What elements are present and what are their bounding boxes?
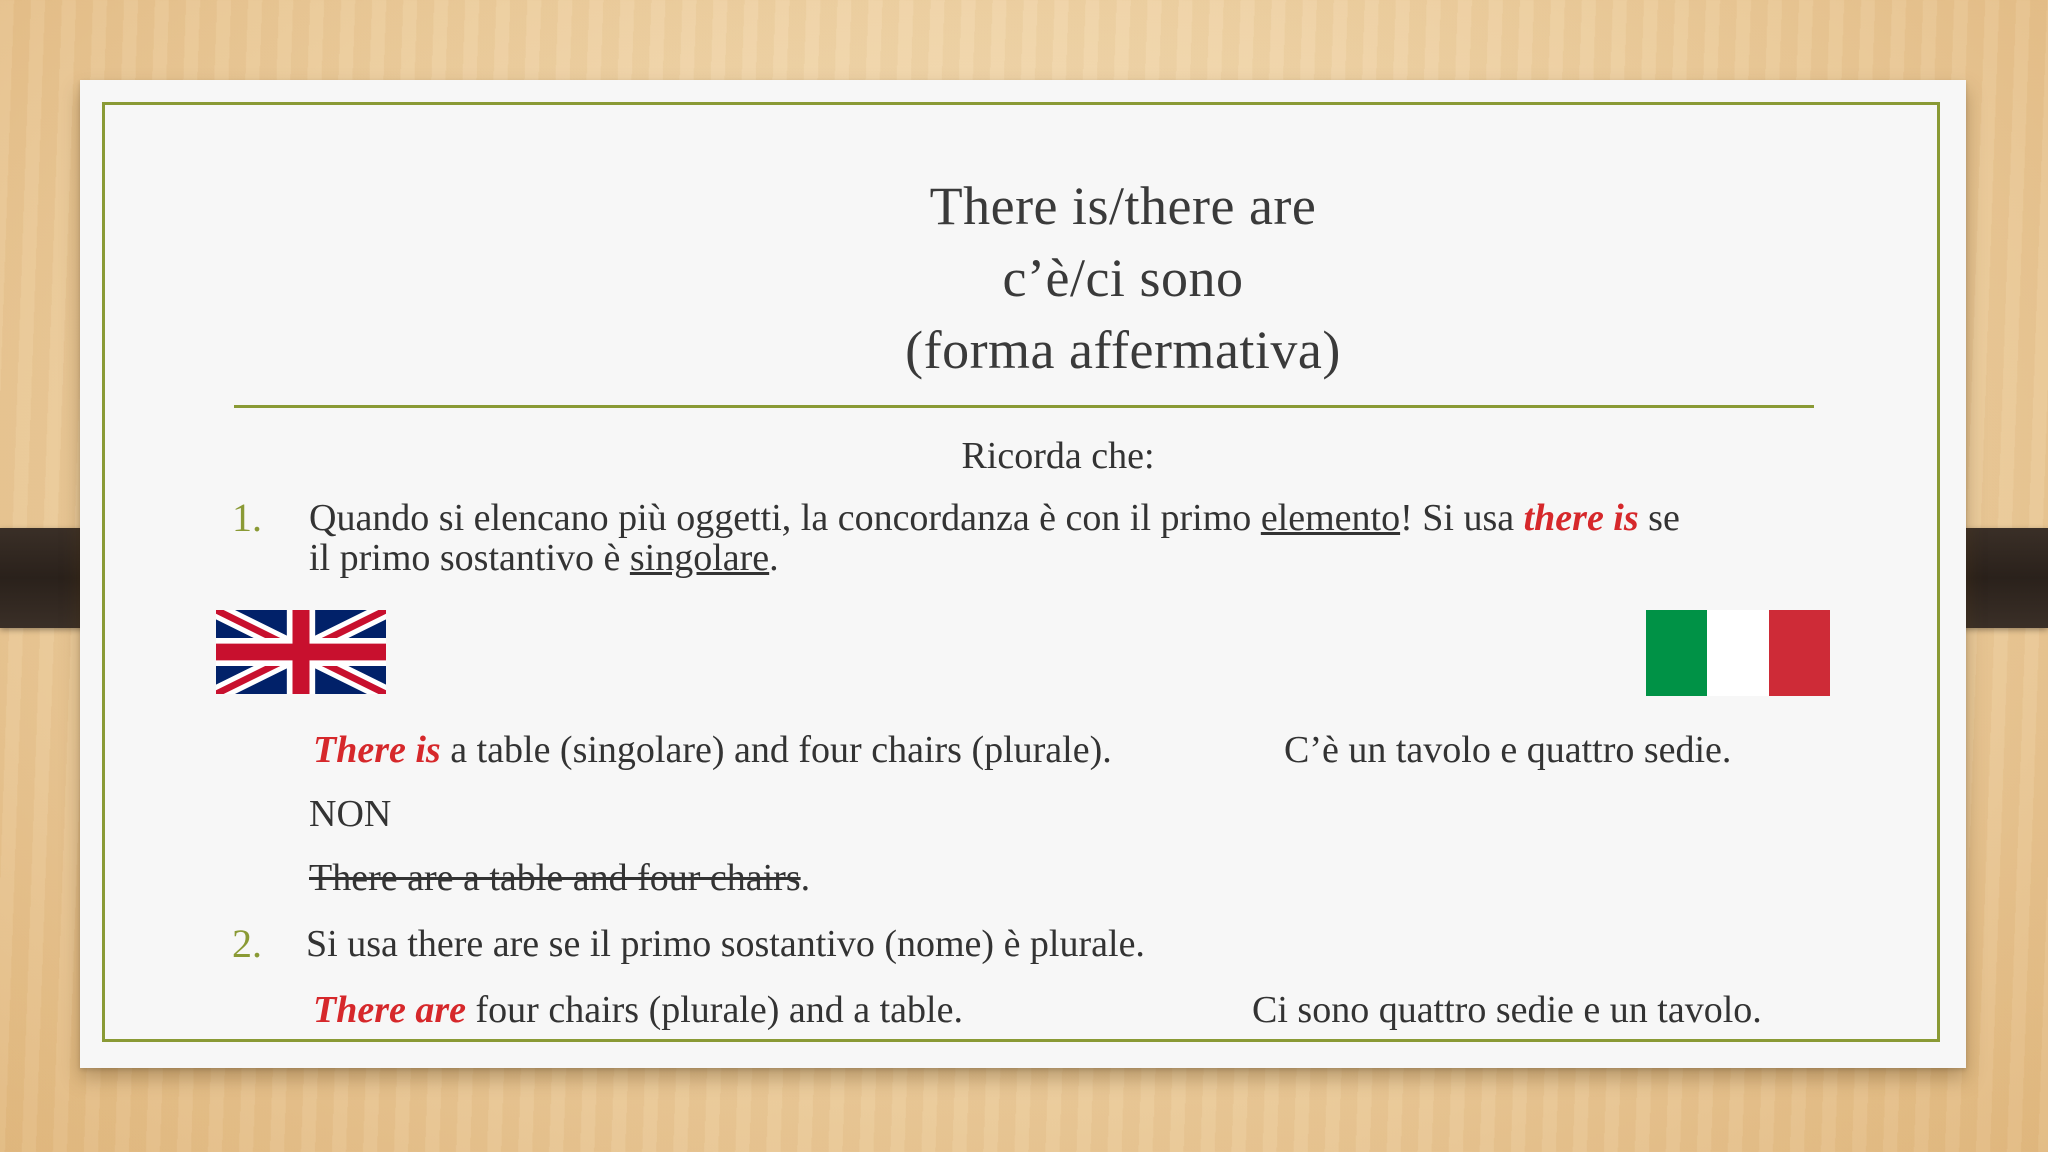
wrong-example bbox=[309, 856, 810, 900]
example-1-italian: C’è un tavolo e quattro sedie. bbox=[1284, 729, 1732, 771]
example-2-english-text: four chairs (plurale) and a table. bbox=[466, 989, 963, 1031]
point-1-highlight: there is bbox=[1523, 497, 1639, 539]
point-1-text: . bbox=[769, 537, 779, 579]
non-label: NON bbox=[309, 793, 392, 835]
point-1-underlined-word: elemento bbox=[1260, 497, 1401, 539]
example-2-highlight: There are bbox=[313, 989, 467, 1031]
point-1-underlined-word: singolare bbox=[629, 537, 770, 579]
wrong-example-period: . bbox=[800, 857, 811, 899]
example-2-english bbox=[313, 988, 963, 1032]
point-1-line-2 bbox=[309, 536, 779, 580]
point-1-text: ! Si usa bbox=[1400, 497, 1524, 539]
italy-flag-icon bbox=[1646, 610, 1830, 696]
intro-text: Ricorda che: bbox=[961, 435, 1155, 477]
point-1-number: 1. bbox=[232, 495, 262, 540]
point-2-text: Si usa there are se il primo sostantivo (nome) è plurale. bbox=[306, 923, 1145, 965]
example-1-english bbox=[313, 728, 1112, 772]
point-2-number: 2. bbox=[232, 921, 262, 966]
title-divider bbox=[234, 405, 1814, 408]
point-1-text: se bbox=[1638, 497, 1680, 539]
example-1-english-text: a table (singolare) and four chairs (plurale). bbox=[440, 729, 1112, 771]
title-line-1: There is/there are bbox=[929, 176, 1317, 236]
title-line-2: c’è/ci sono bbox=[1002, 248, 1244, 308]
point-1-text: Quando si elencano più oggetti, la concordanza è con il primo bbox=[309, 497, 1261, 539]
point-1-text: il primo sostantivo è bbox=[309, 537, 630, 579]
uk-flag-icon bbox=[216, 610, 386, 694]
slide-paper bbox=[80, 80, 1966, 1068]
wrong-example-struck: There are a table and four chairs bbox=[309, 857, 801, 899]
example-1-highlight: There is bbox=[313, 729, 441, 771]
point-1-line-1 bbox=[309, 496, 1680, 540]
title-line-3: (forma affermativa) bbox=[905, 320, 1341, 380]
example-2-italian: Ci sono quattro sedie e un tavolo. bbox=[1252, 989, 1762, 1031]
